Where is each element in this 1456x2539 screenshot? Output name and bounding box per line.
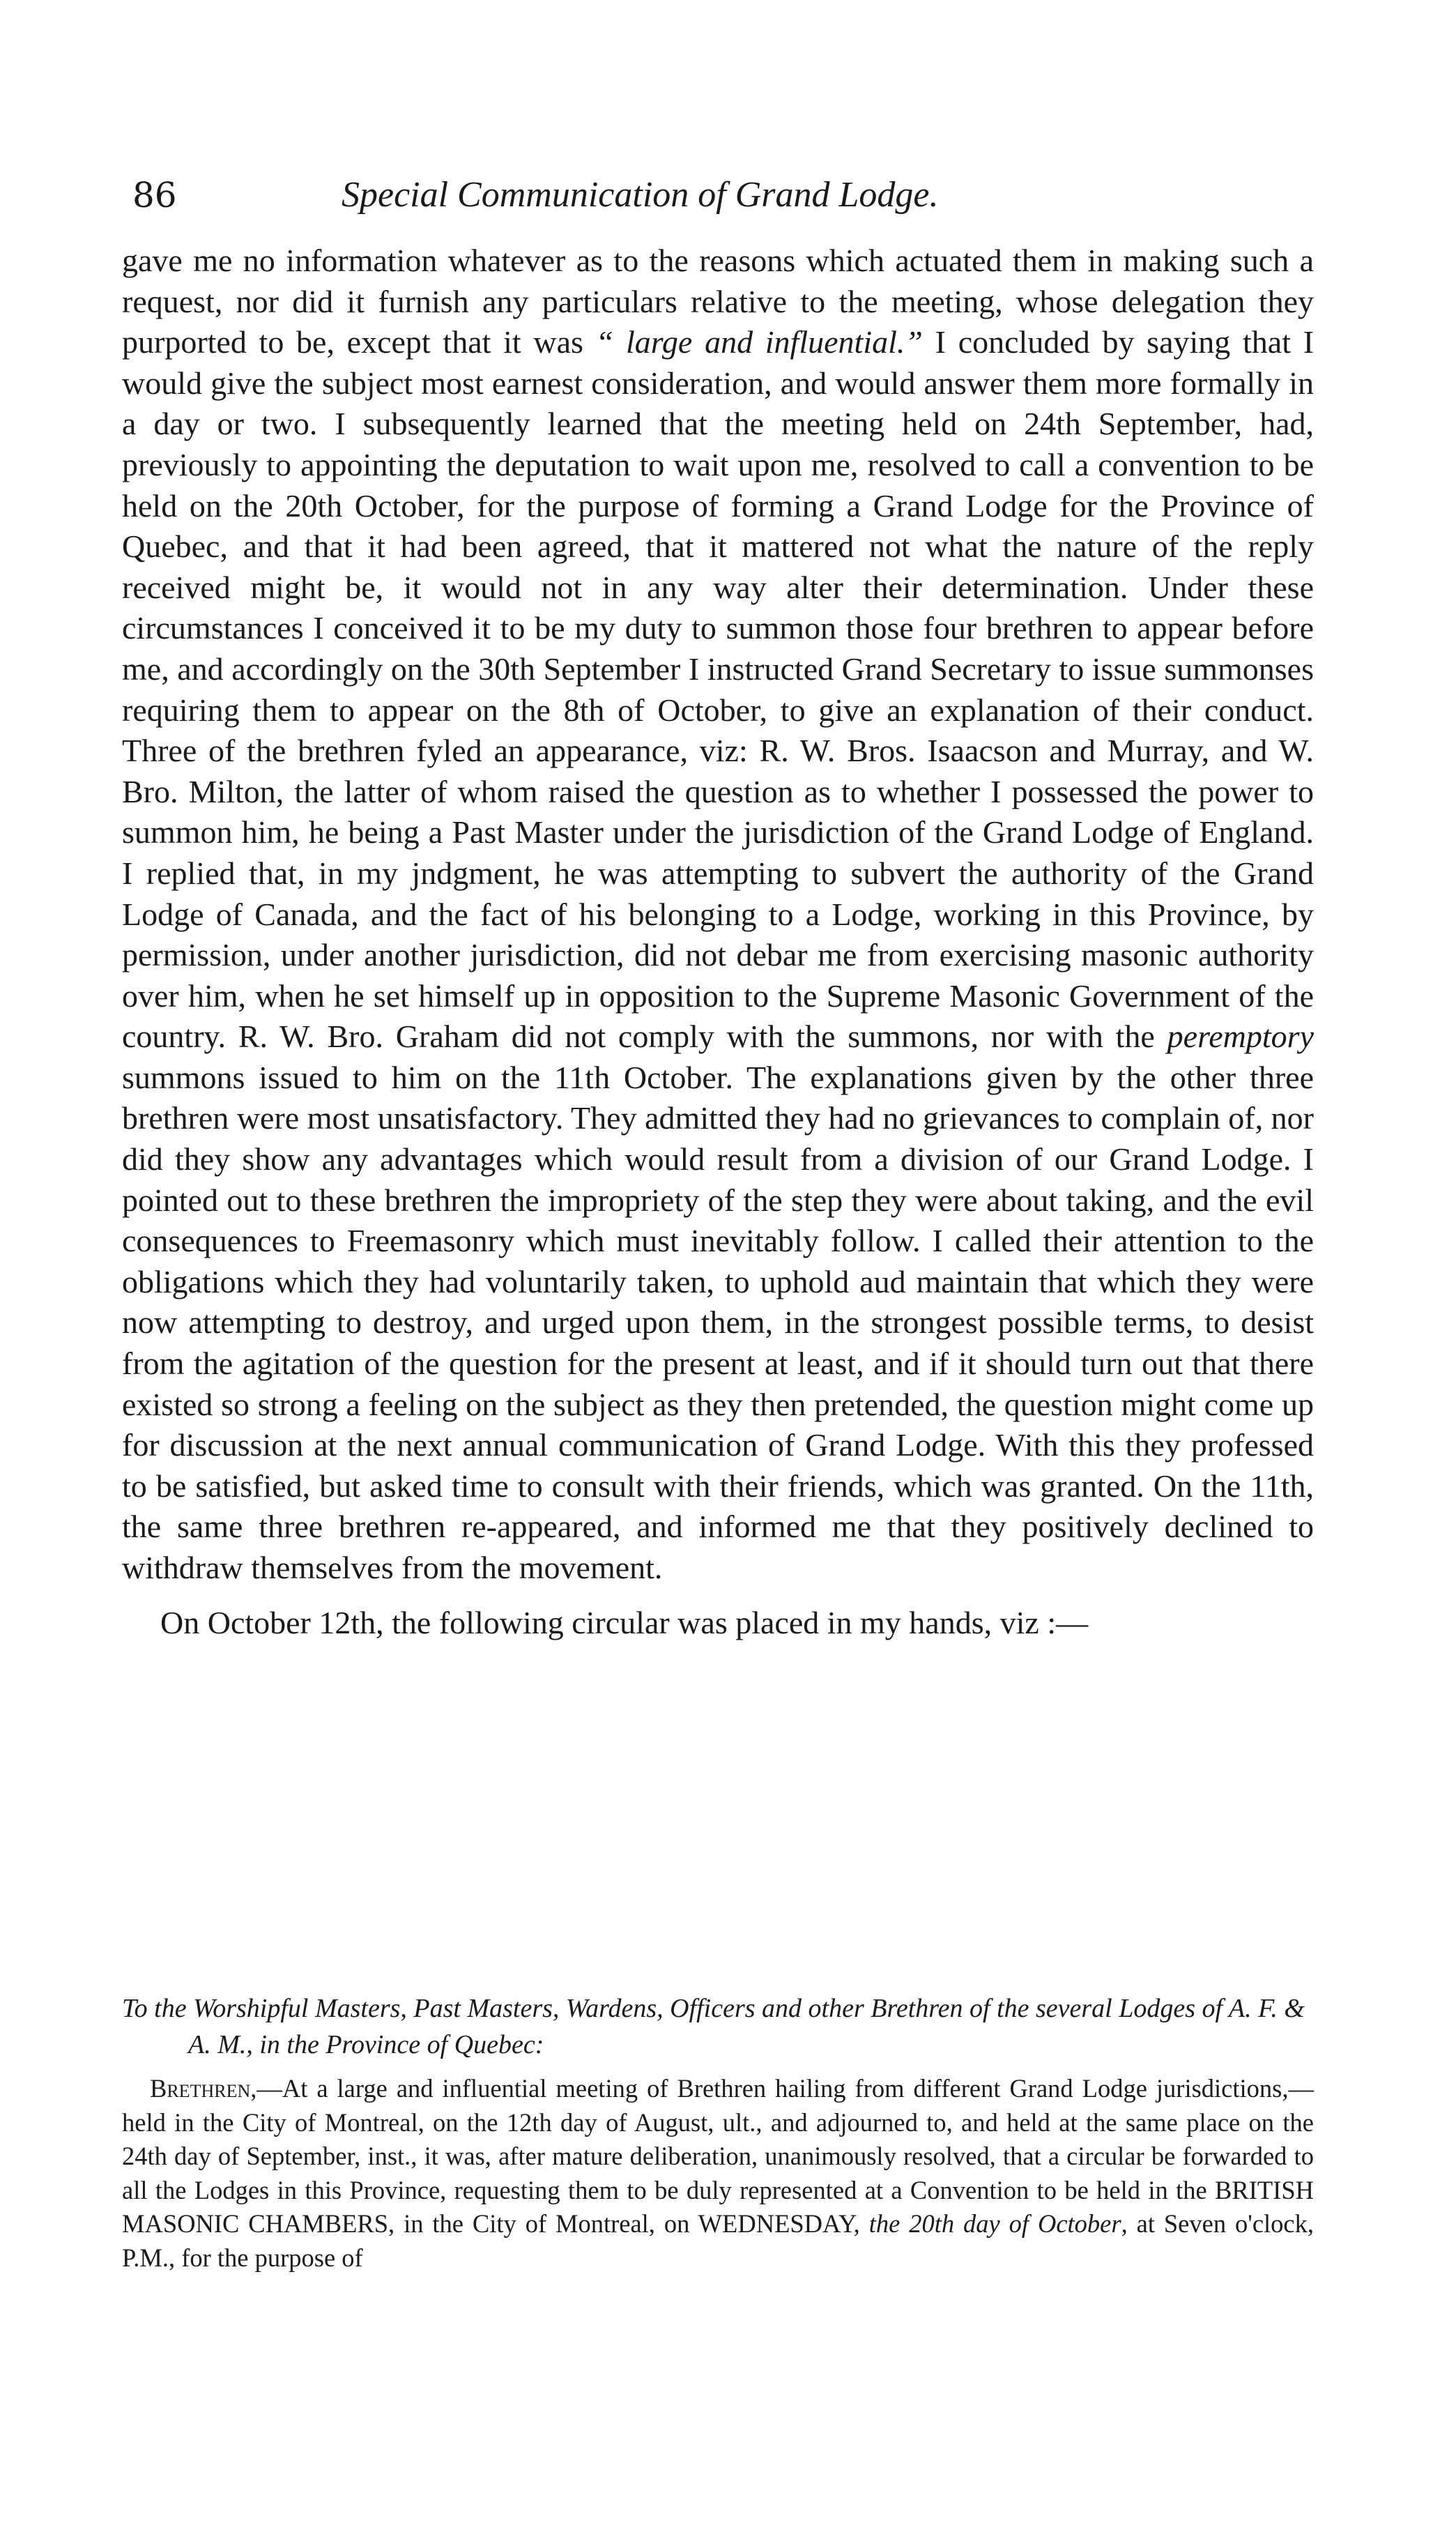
page-header (132, 167, 1317, 223)
body-text (122, 241, 1314, 1643)
circular-date: the 20th day of October (868, 2209, 1121, 2238)
paragraph-text: summons issued to him on the 11th October. The explanations given by the other three brethren were most unsatisfactory. They admitted they had no grievances to complain of, nor did they show any advantages which would result from a division of our Grand Lodge. I pointed out to these brethren the impropriety of the step they were about taking, and the evil consequences to Freemasonry which must inevitably follow. I called their attention to the obligations which they had voluntarily taken, to uphold aud maintain that which they were now attempting to destroy, and urged upon them, in the strongest possible terms, to desist from the agitation of the question for the present at least, and if it should turn out that there existed so strong a feeling on the subject as they then pretended, the question might come up for discussion at the next annual communication of Grand Lodge. With this they professed to be satisfied, but asked time to consult with their friends, which was granted. On the 11th, the same three brethren re-appeared, and informed me that they positively declined to withdraw themselves from the movement. (122, 1059, 1314, 1585)
paragraph-text: gave me no information whatever as to the reasons which actuated them in making such a request, nor did it furnish any particulars relative to the meeting, whose delegation they purported to be, except that it was (122, 243, 1314, 360)
circular-body-end: , at Seven o'clock, P.M., for the purpose of (122, 2209, 1314, 2272)
quoted-phrase: “ large and influential.” (595, 324, 923, 360)
running-title: Special Communication of Grand Lodge. (342, 175, 939, 215)
circular-salutation: Brethren, (150, 2074, 257, 2103)
emphasized-word: peremptory (1167, 1019, 1315, 1055)
paragraph (122, 241, 1314, 1589)
paragraph: On October 12th, the following circular was placed in my hands, viz :— (160, 1604, 1089, 1640)
circular-body: —At a large and influential meeting of Brethren hailing from different Grand Lodge jurisdictions,—held in the City of Montreal, on the 12th day of August, ult., and adjourned to, and held at the same place on the 24th day of September, inst., it was, after mature deliberation, unanimously resolved, that a circular be forwarded to all the Lodges in this Province, requesting them to be duly represented at a Convention to be held in the BRITISH MASONIC CHAMBERS, in the City of Montreal, on WEDNESDAY, (122, 2074, 1314, 2238)
circular-text (122, 2072, 1314, 2275)
page-number: 86 (132, 175, 177, 215)
paragraph-text: I concluded by saying that I would give the subject most earnest consideration, and would answer them more formally in a day or two. I subsequently learned that the meeting held on 24th September, had, previously to appointing the deputation to wait upon me, resolved to call a convention to be held on the 20th October, for the purpose of forming a Grand Lodge for the Province of Quebec, and that it had been agreed, that it mattered not what the nature of the reply received might be, it would not in any way alter their determination. Under these circumstances I conceived it to be my duty to summon those four brethren to appear before me, and accordingly on the 30th September I instructed Grand Secretary to issue summonses requiring them to appear on the 8th of October, to give an explanation of their conduct. Three of the brethren fyled an appearance, viz: R. W. Bros. Isaacson and Murray, and W. Bro. Milton, the latter of whom raised the question as to whether I possessed the power to summon him, he being a Past Master under the jurisdiction of the Grand Lodge of England. I replied that, in my jndgment, he was attempting to subvert the authority of the Grand Lodge of Canada, and the fact of his belonging to a Lodge, working in this Province, by permission, under another jurisdiction, did not debar me from exercising masonic authority over him, when he set himself up in opposition to the Supreme Masonic Government of the country. R. W. Bro. Graham did not comply with the summons, nor with the (122, 324, 1315, 1055)
circular-address: To the Worshipful Masters, Past Masters, Wardens, Officers and other Brethren of the several Lodges of A. F. & A. M., in the Province of Quebec: (122, 1994, 1305, 2059)
